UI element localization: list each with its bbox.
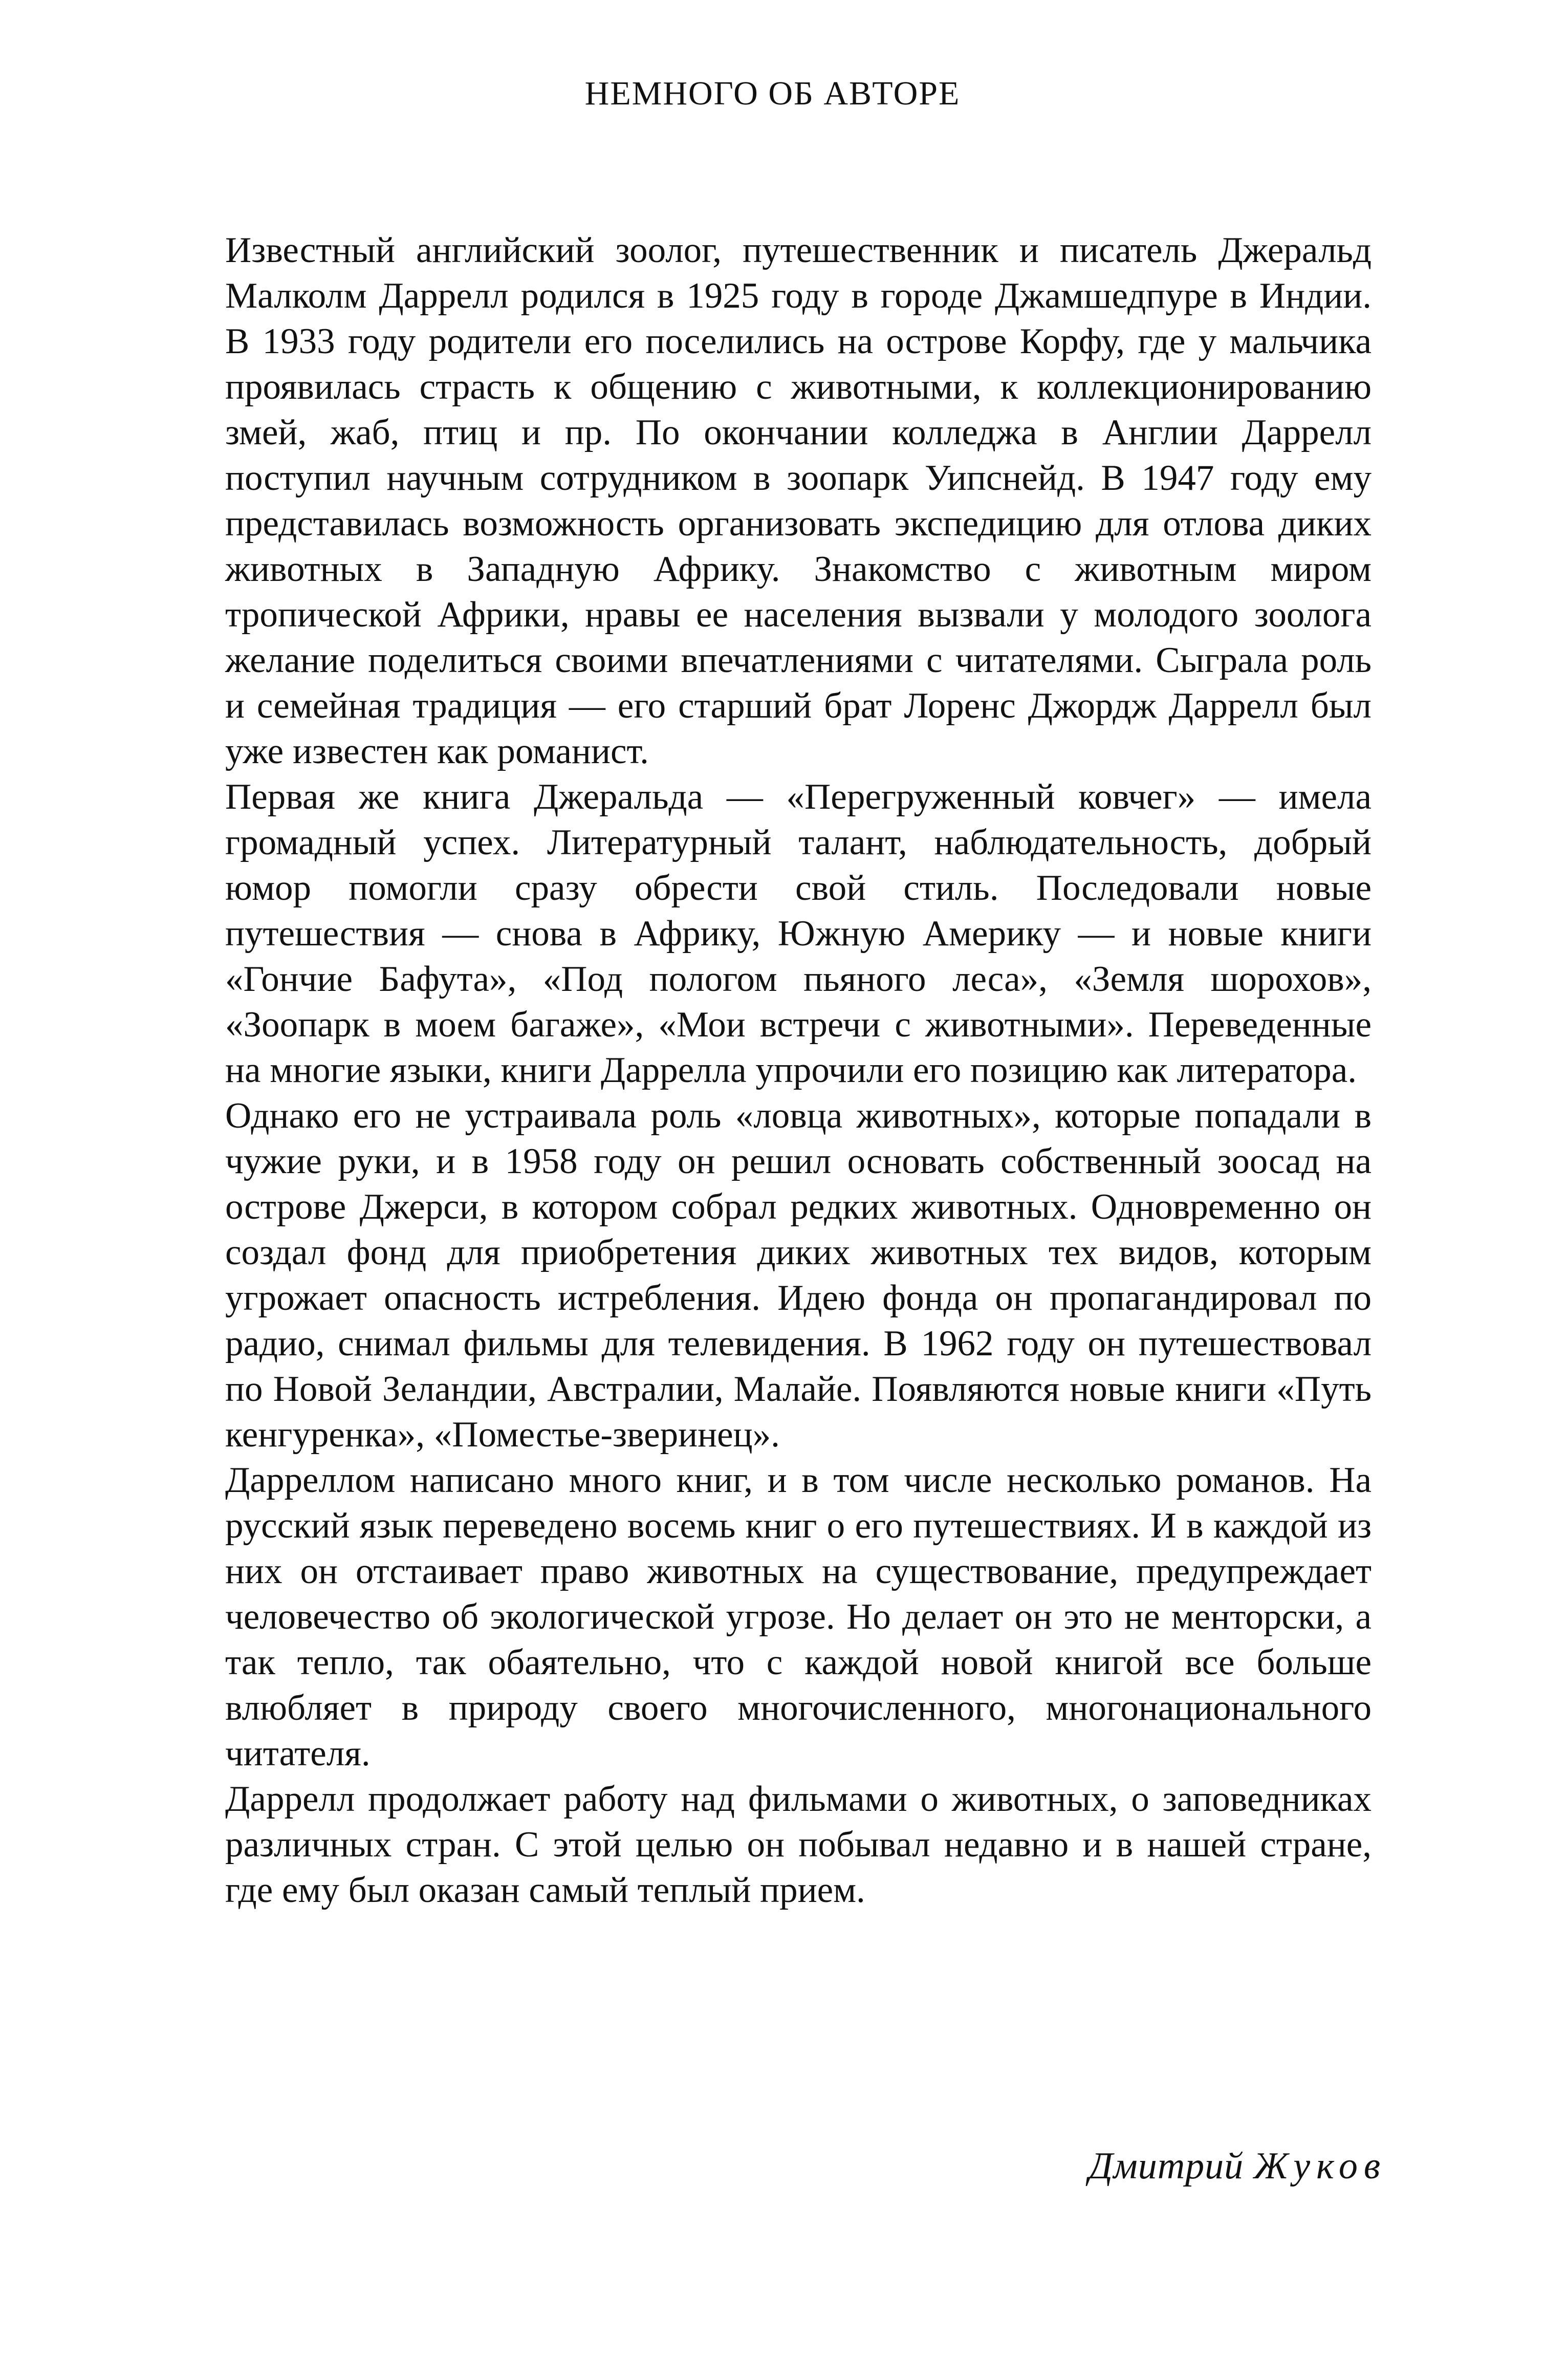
paragraph-3: Однако его не устраивала роль «ловца животных», которые попадали в чужие руки, и в 1958 году он решил основать собственный зоосад на острове Джерси, в котором собрал редких животных. Одновременно он создал фонд для приобретения диких животных тех видов, которым угрожает опасность истребления. Идею фонда он пропагандировал по радио, снимал фильмы для телевидения. В 1962 году он путешествовал по Новой Зеландии, Австралии, Малайе. Появляются новые книги «Путь кенгуренка», «Поместье-зверинец».	[225, 1096, 1372, 1455]
signature-last-name: Жуков	[1253, 2145, 1386, 2187]
article-body	[225, 228, 1372, 1913]
paragraph-4: Дарреллом написано много книг, и в том числе несколько романов. На русский язык переведено восемь книг о его путешествиях. И в каждой из них он отстаивает право животных на существование, предупреждает человечество об экологической угрозе. Но делает он это не менторски, а так тепло, так обаятельно, что с каждой новой книгой все больше влюбляет в природу своего многочисленного, многонационального читателя.	[225, 1460, 1372, 1773]
paragraph-1: Известный английский зоолог, путешественник и писатель Джеральд Малколм Даррелл родился в 1925 году в городе Джамшедпуре в Индии. В 1933 году родители его поселились на острове Корфу, где у мальчика проявилась страсть к общению с животными, к коллекционированию змей, жаб, птиц и пр. По окончании колледжа в Англии Даррелл поступил научным сотрудником в зоопарк Уипснейд. В 1947 году ему представилась возможность организовать экспедицию для отлова диких животных в Западную Африку. Знакомство с животным миром тропической Африки, нравы ее населения вызвали у молодого зоолога желание поделиться своими впечатлениями с читателями. Сыграла роль и семейная традиция — его старший брат Лоренс Джордж Даррелл был уже известен как романист.	[225, 230, 1372, 771]
page-title: НЕМНОГО ОБ АВТОРЕ	[584, 75, 961, 112]
paragraph-5: Даррелл продолжает работу над фильмами о животных, о заповедниках различных стран. С этой целью он побывал недавно и в нашей стране, где ему был оказан самый теплый прием.	[225, 1779, 1372, 1910]
signature-first-name: Дмитрий	[1089, 2145, 1244, 2187]
author-signature	[1089, 2145, 1386, 2188]
paragraph-2: Первая же книга Джеральда — «Перегруженный ковчег» — имела громадный успех. Литературный талант, наблюдательность, добрый юмор помогли сразу обрести свой стиль. Последовали новые путешествия — снова в Африку, Южную Америку — и новые книги «Гончие Бафута», «Под пологом пьяного леса», «Земля шорохов», «Зоопарк в моем багаже», «Мои встречи с животными». Переведенные на многие языки, книги Даррелла упрочили его позицию как литератора.	[225, 777, 1372, 1090]
